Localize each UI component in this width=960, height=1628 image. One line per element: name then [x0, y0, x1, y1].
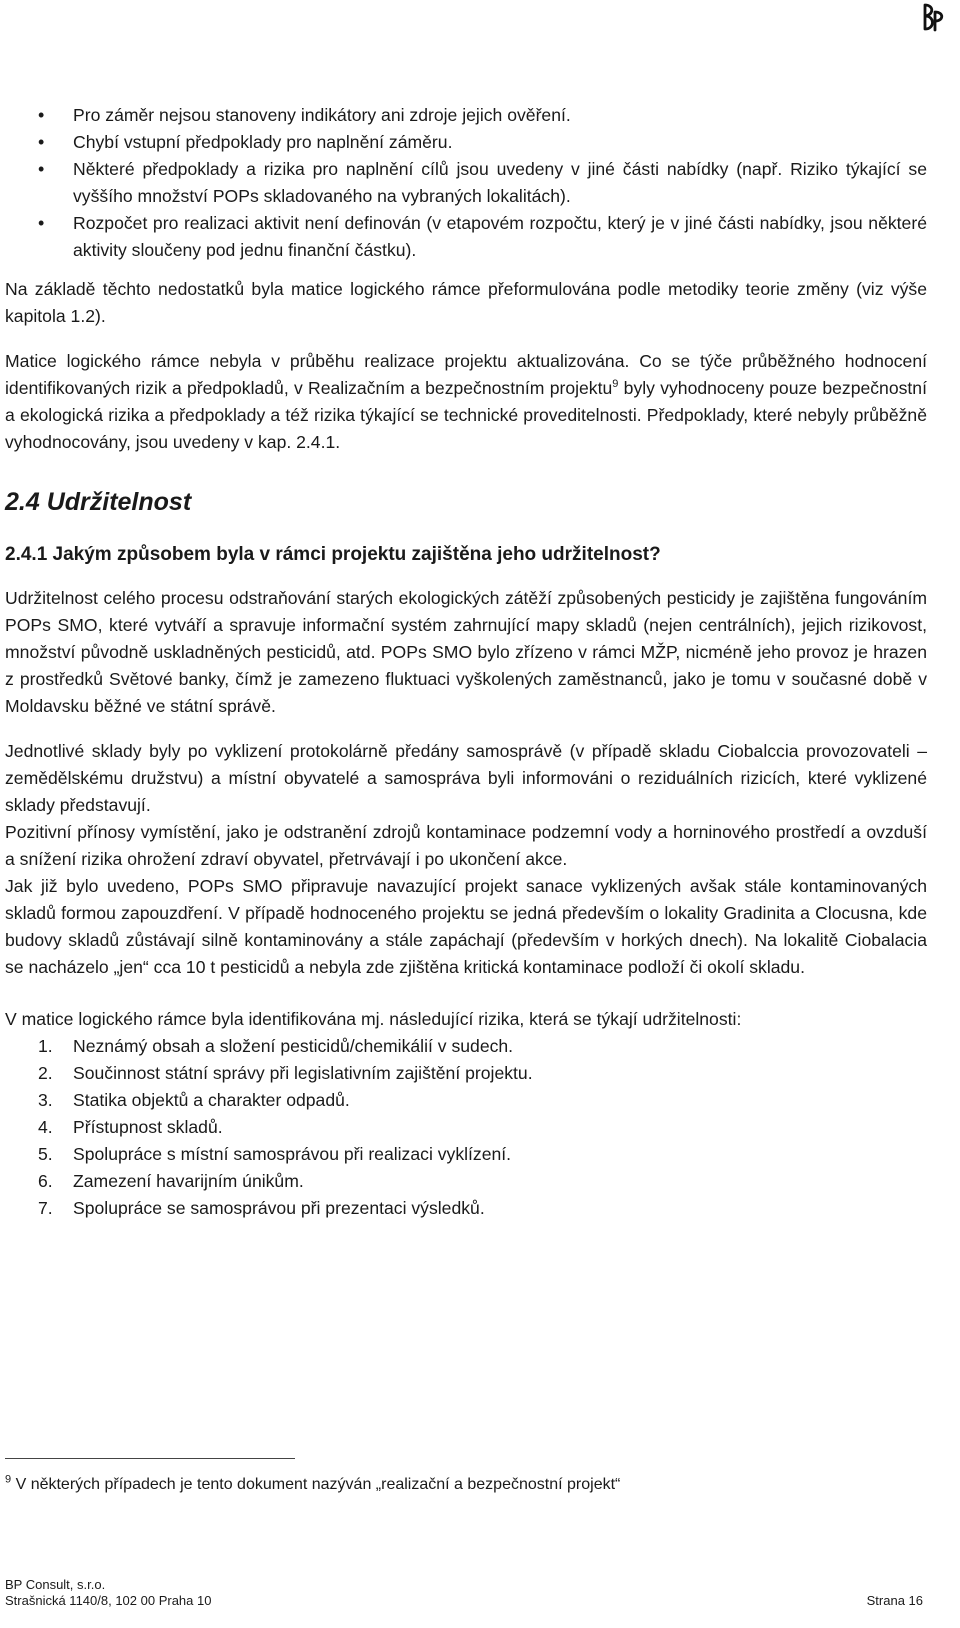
paragraph-matrix-reformulated: Na základě těchto nedostatků byla matice logického rámce přeformulována podle metodiky teorie změny (viz výše kapitola 1.2).: [5, 279, 927, 326]
risks-intro: V matice logického rámce byla identifikována mj. následující rizika, která se týkají udržitelnosti:: [5, 1009, 742, 1029]
footnote: [5, 1474, 905, 1496]
page-content: [5, 102, 927, 1222]
page-number: Strana 16: [866, 1593, 923, 1608]
list-text: Neznámý obsah a složení pesticidů/chemikálií v sudech.: [73, 1036, 514, 1056]
list-item: • Některé předpoklady a rizika pro naplnění cílů jsou uvedeny v jiné části nabídky (např. Riziko týkající se vyššího množství POPs skladovaného na vybraných lokalitách).: [5, 156, 927, 210]
list-item: • Rozpočet pro realizaci aktivit není definován (v etapovém rozpočtu, který je v jiné části nabídky, jsou některé aktivity sloučeny pod jednu finanční částku).: [5, 210, 927, 264]
list-item: • Chybí vstupní předpoklady pro naplnění záměru.: [5, 129, 927, 156]
list-text: Spolupráce se samosprávou při prezentaci výsledků.: [73, 1198, 485, 1218]
footnote-divider: [5, 1458, 295, 1459]
paragraph-matrix-update: [5, 348, 927, 456]
list-number: 6.: [38, 1171, 53, 1191]
list-item: [5, 1168, 927, 1195]
footer-company: BP Consult, s.r.o.: [5, 1577, 106, 1592]
footnote-reference: 9: [612, 378, 619, 391]
page-footer: [5, 1577, 923, 1609]
paragraph-sustainability: Udržitelnost celého procesu odstraňování starých ekologických zátěží způsobených pesticidy je zajištěna fungováním POPs SMO, které vytváří a spravuje informační systém zahrnující mapy skladů (nejen centrálních), jejich rizikovost, množství původně uskladněných pesticidů, atd. POPs SMO bylo zřízeno v rámci MŽP, nicméně jeho provoz je hrazen z prostředků Světové banky, čímž je zamezeno fluktuaci vyškolených zaměstnanců, jako je tomu v současné době v Moldavsku běžné ve státní správě.: [5, 588, 927, 716]
paragraph-warehouses: Jednotlivé sklady byly po vyklizení protokolárně předány samosprávě (v případě skladu Ciobalccia provozovateli – zemědělskému družstvu) a místní obyvatelé a samospráva byli informováni o reziduálních rizicích, které vyklizené sklady představují.: [5, 741, 927, 815]
section-heading: 2.4 Udržitelnost: [5, 488, 192, 516]
list-item: [5, 1141, 927, 1168]
list-text: Spolupráce s místní samosprávou při realizaci vyklízení.: [73, 1144, 512, 1164]
list-number: 4.: [38, 1117, 53, 1137]
subsection-heading: 2.4.1 Jakým způsobem byla v rámci projektu zajištěna jeho udržitelnost?: [5, 544, 661, 565]
list-item: [5, 1060, 927, 1087]
list-text: Součinnost státní správy při legislativním zajištění projektu.: [73, 1063, 533, 1083]
list-number: 1.: [38, 1036, 53, 1056]
list-item: [5, 1087, 927, 1114]
footer-address: Strašnická 1140/8, 102 00 Praha 10: [5, 1593, 212, 1608]
list-number: 5.: [38, 1144, 53, 1164]
paragraph-text: Matice logického rámce nebyla v průběhu realizace projektu aktualizována. Co se týče průběžného hodnocení identifikovaných rizik a předpokladů, v Realizačním a bezpečnostním projektu: [5, 351, 927, 398]
list-text: Přístupnost skladů.: [73, 1117, 223, 1137]
bp-logo-icon: [922, 2, 948, 32]
risks-list: [5, 1033, 927, 1222]
list-number: 7.: [38, 1198, 53, 1218]
list-number: 2.: [38, 1063, 53, 1083]
list-item: [5, 1195, 927, 1222]
list-text: Statika objektů a charakter odpadů.: [73, 1090, 350, 1110]
list-text: Zamezení havarijním únikům.: [73, 1171, 304, 1191]
paragraph-benefits: Pozitivní přínosy vymístění, jako je odstranění zdrojů kontaminace podzemní vody a horninového prostředí a ovzduší a snížení rizika ohrožení zdraví obyvatel, přetrvávají i po ukončení akce.: [5, 822, 927, 869]
footnote-text: V některých případech je tento dokument nazýván „realizační a bezpečnostní projekt“: [11, 1476, 621, 1493]
paragraph-text: byly vyhodnoceny pouze bezpečnostní a ekologická rizika a předpoklady a též rizika týkající se technické proveditelnosti. Předpoklady, které nebyly průběžně vyhodnocovány, jsou uvedeny v kap. 2.4.1.: [5, 378, 927, 452]
list-item: [5, 1033, 927, 1060]
shortcomings-list: [5, 102, 927, 264]
list-item: • Pro záměr nejsou stanoveny indikátory ani zdroje jejich ověření.: [5, 102, 927, 129]
list-number: 3.: [38, 1090, 53, 1110]
paragraph-followup: Jak již bylo uvedeno, POPs SMO připravuje navazující projekt sanace vyklizených avšak stále kontaminovaných skladů formou zapouzdření. V případě hodnoceného projektu se jedná především o lokality Gradinita a Clocusna, kde budovy skladů zůstávají silně kontaminovány a stále zapáchají (především v horkých dnech). Na lokalitě Ciobalacia se nacházelo „jen“ cca 10 t pesticidů a nebyla zde zjištěna kritická kontaminace podloží či okolí skladu.: [5, 876, 927, 977]
list-item: [5, 1114, 927, 1141]
footnote-number: 9: [5, 1473, 12, 1486]
